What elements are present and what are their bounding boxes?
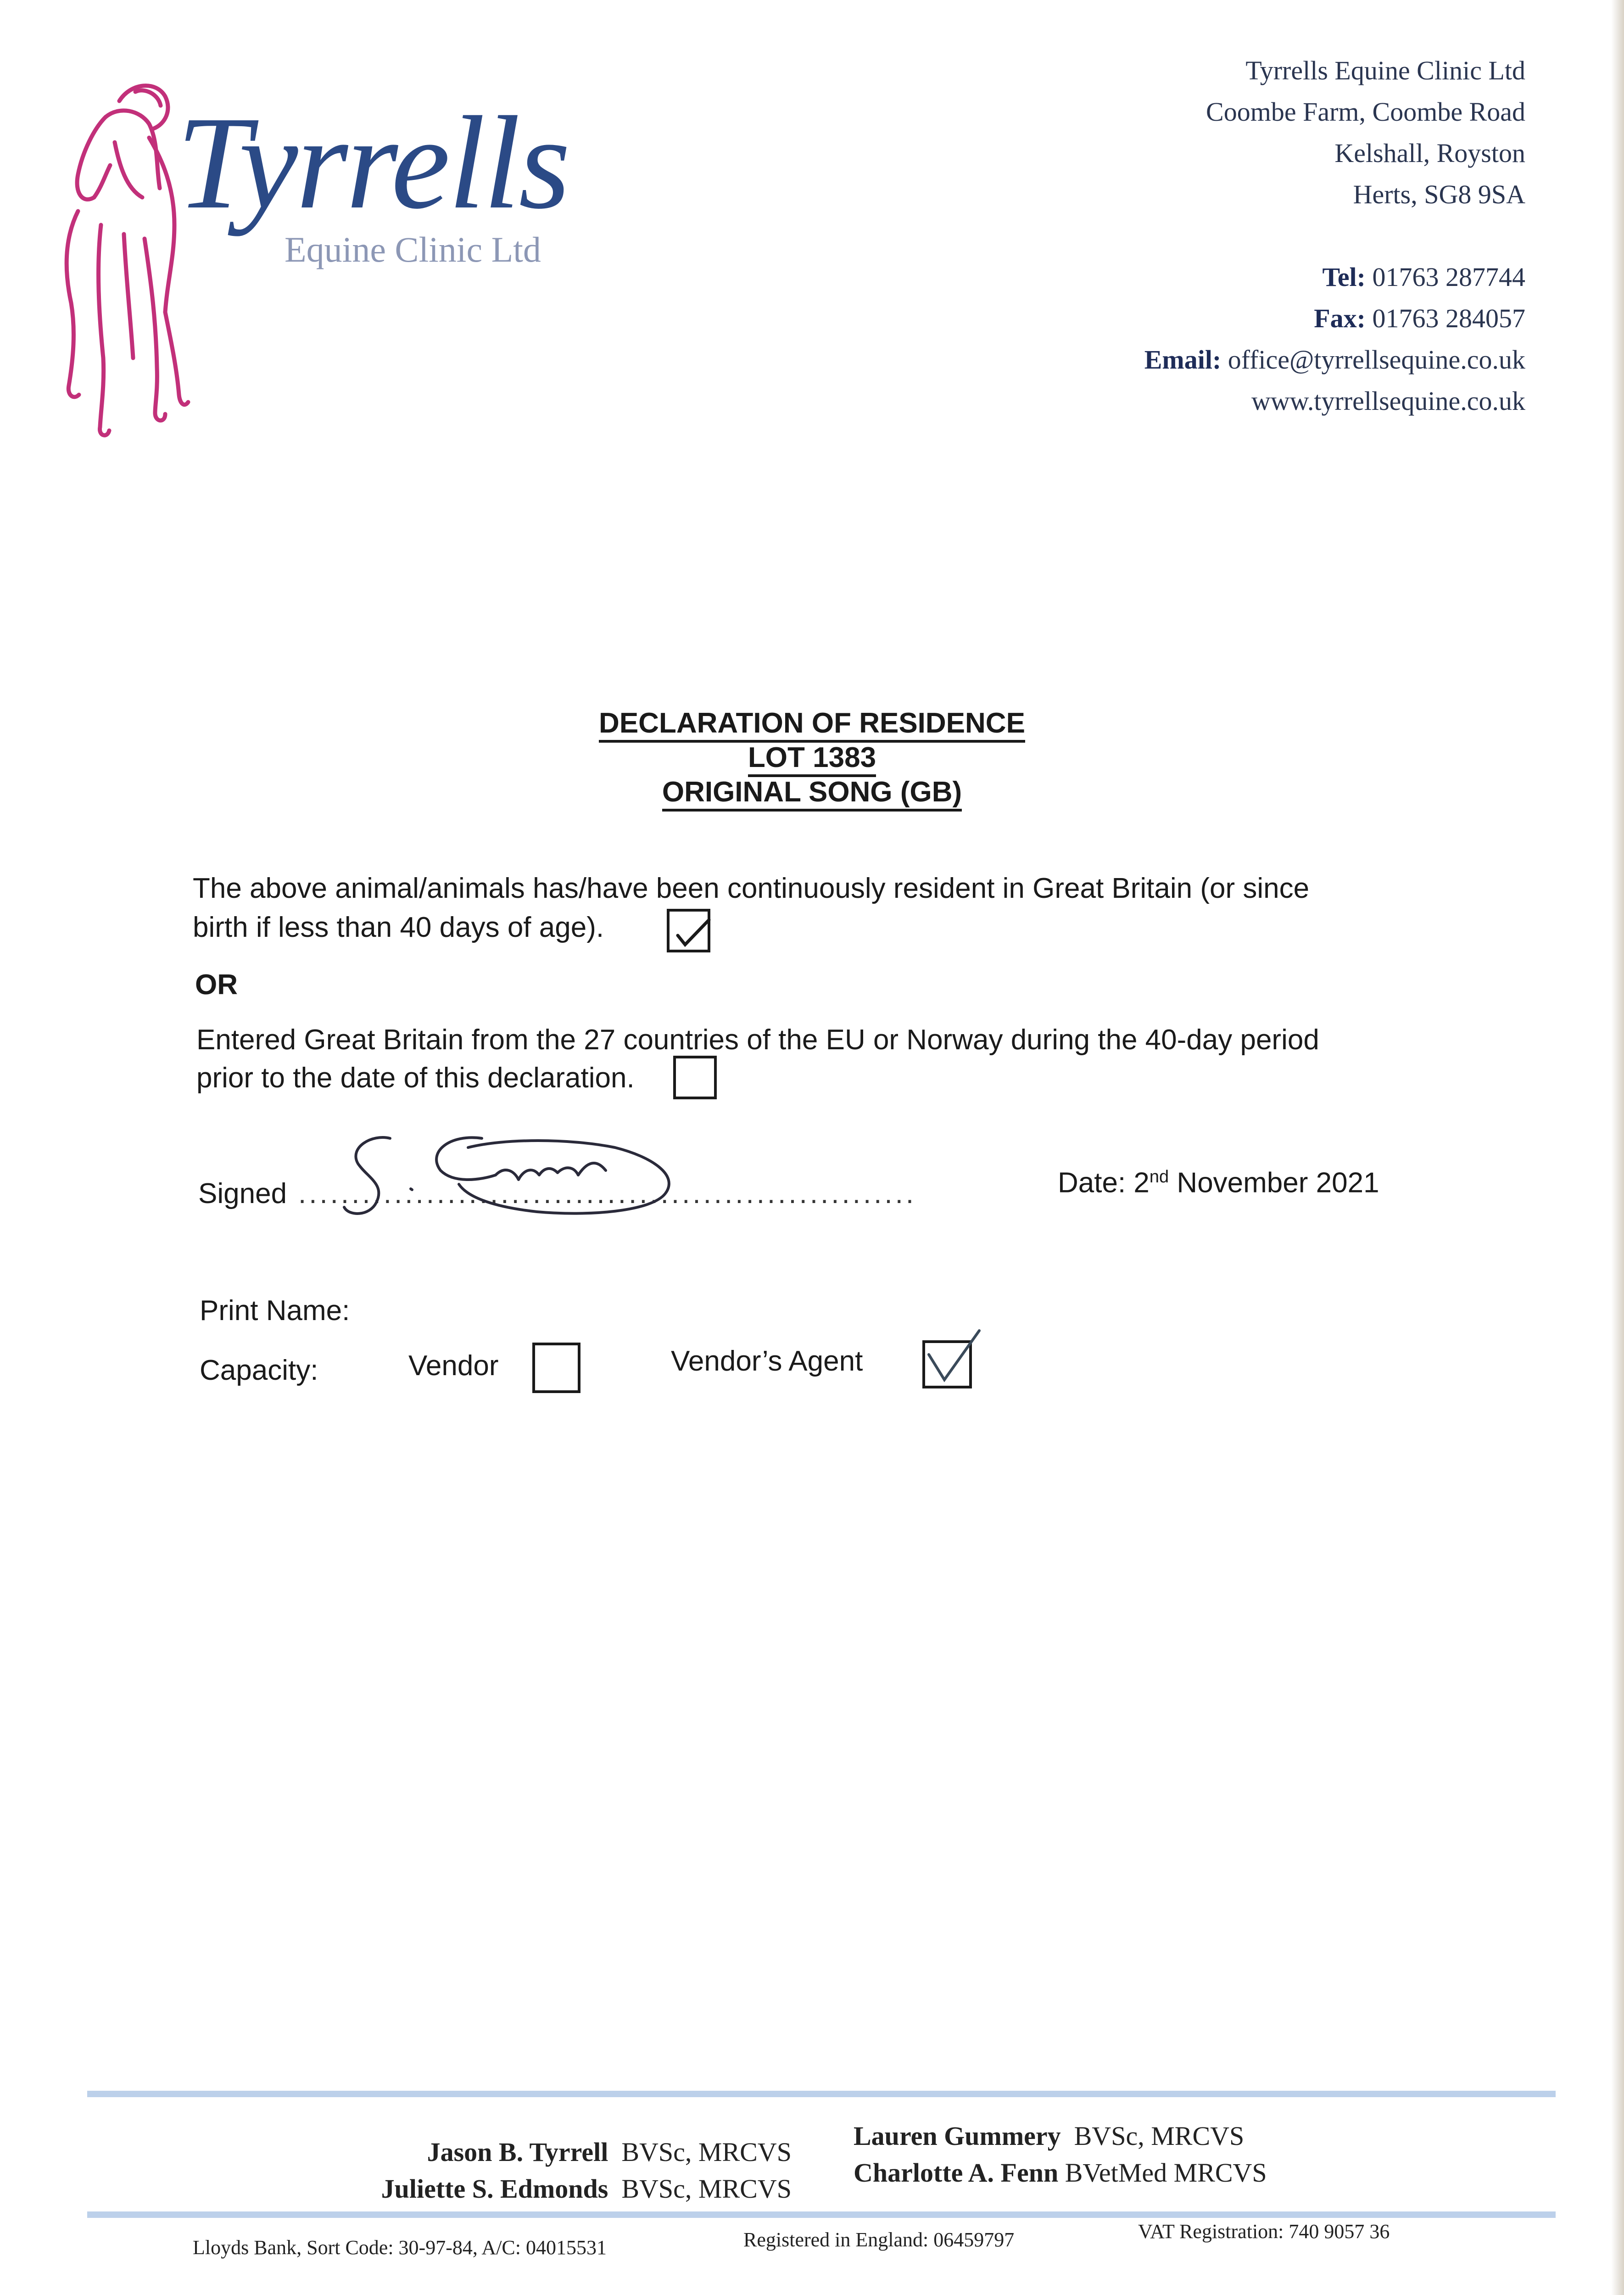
option1-text-line1: The above animal/animals has/have been continuously resident in Great Britain (or since [193,873,1310,904]
logo-wordmark: Tyrrells [177,89,569,236]
vet-lauren-gummery: Lauren Gummery BVSc, MRCVS [854,2121,1245,2151]
email-line [837,347,1525,373]
vat-registration: VAT Registration: 740 9057 36 [1138,2220,1390,2243]
option2-text-line1: Entered Great Britain from the 27 countries of the EU or Norway during the 40-day period [196,1024,1319,1056]
vet-jason-tyrrell: Jason B. Tyrrell BVSc, MRCVS [427,2137,792,2167]
address-line-4: Herts, SG8 9SA [1353,179,1525,209]
option1-text-line2: birth if less than 40 days of age). [193,912,604,943]
address-line-1: Tyrrells Equine Clinic Ltd [1245,56,1525,85]
footer-rule-bottom [87,2211,1556,2218]
date-field: Date: 2nd November 2021 [1058,1167,1379,1199]
fax-line [837,305,1525,332]
signed-label: Signed [198,1178,287,1209]
checkmark-icon [925,1327,994,1387]
bank-details: Lloyds Bank, Sort Code: 30-97-84, A/C: 04015531 [193,2236,607,2259]
lot-number: LOT 1383 [0,744,1624,772]
date-ordinal: nd [1149,1167,1169,1187]
vendors-agent-label: Vendor’s Agent [671,1345,863,1377]
tel-label: Tel: [1322,262,1366,292]
fax-label: Fax: [1314,303,1366,333]
vet-juliette-edmonds: Juliette S. Edmonds BVSc, MRCVS [381,2174,792,2204]
or-label: OR [195,969,238,1001]
declaration-title: DECLARATION OF RESIDENCE [0,709,1624,738]
option2-checkbox[interactable] [673,1056,717,1099]
signature-line: .......................................................... [298,1178,917,1209]
vendors-agent-checkbox[interactable] [922,1340,972,1388]
vendor-label: Vendor [408,1350,499,1382]
fax-number: 01763 284057 [1372,303,1525,333]
horse-name: ORIGINAL SONG (GB) [0,778,1624,806]
option2-text-line2: prior to the date of this declaration. [196,1062,635,1094]
capacity-label: Capacity: [200,1355,318,1386]
print-name-label: Print Name: [200,1295,350,1327]
company-registration: Registered in England: 06459797 [743,2228,1015,2251]
signature-scribble [330,1120,707,1239]
email-address[interactable]: office@tyrrellsequine.co.uk [1228,345,1525,375]
vendor-checkbox[interactable] [532,1343,580,1393]
address-line-2: Coombe Farm, Coombe Road [1206,97,1525,127]
footer-rule-top [87,2091,1556,2097]
address-line-3: Kelshall, Royston [1334,138,1525,168]
scan-edge-shadow [1611,0,1624,2295]
checkmark-icon [670,912,713,955]
email-label: Email: [1144,345,1222,375]
tel-number: 01763 287744 [1372,262,1525,292]
option1-checkbox[interactable] [667,909,710,952]
tel-line [837,264,1525,291]
logo-subtitle: Equine Clinic Ltd [285,230,541,269]
website-link[interactable]: www.tyrrellsequine.co.uk [1251,386,1525,416]
vet-charlotte-fenn: Charlotte A. Fenn BVetMed MRCVS [854,2158,1267,2188]
